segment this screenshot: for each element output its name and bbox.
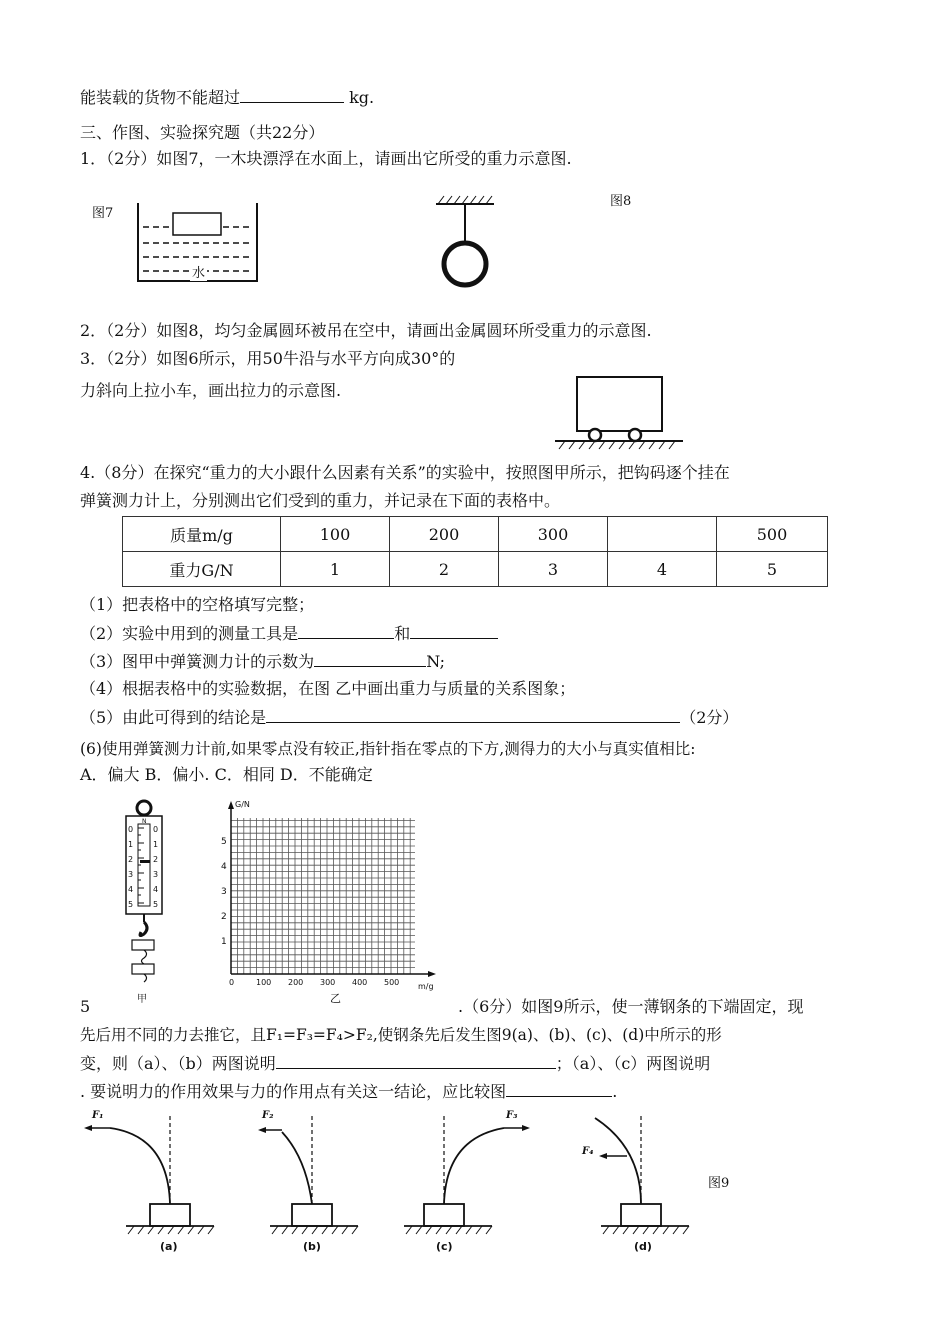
fig7-label: 图7 xyxy=(92,206,114,221)
cart-body xyxy=(577,377,662,431)
base-block xyxy=(424,1204,464,1226)
metal-ring xyxy=(444,243,486,285)
y-axis-arrow xyxy=(228,801,234,809)
force-arrowhead xyxy=(84,1125,92,1131)
q4-part2-and: 和 xyxy=(394,624,411,643)
scale-number: 4 xyxy=(128,885,134,894)
fig9-panel-c xyxy=(400,1108,540,1258)
bent-steel-strip xyxy=(444,1128,504,1204)
scale-number: 3 xyxy=(128,870,134,879)
table-row-mass xyxy=(123,517,828,552)
y-tick-label: 1 xyxy=(221,937,227,947)
scale-number: 2 xyxy=(128,855,134,864)
scale-number: 0 xyxy=(153,825,159,834)
fig8-hanging-ring xyxy=(430,192,500,292)
force-arrowhead xyxy=(599,1153,607,1159)
scale-pointer xyxy=(140,860,150,863)
q5-line4 xyxy=(80,1080,617,1103)
q5-number: 5 xyxy=(80,997,91,1016)
base-block xyxy=(292,1204,332,1226)
caption-a: (a) xyxy=(160,1240,178,1253)
y-tick-label: 3 xyxy=(221,887,227,897)
q5-line4-text: . 要说明力的作用效果与力的作用点有关这一结论，应比较图 xyxy=(80,1082,507,1101)
table-cell: 300 xyxy=(499,517,608,552)
bent-steel-strip xyxy=(595,1118,641,1204)
force-label-f1: F₁ xyxy=(92,1110,104,1121)
x-axis-arrow xyxy=(428,971,436,977)
scale-numbers-right xyxy=(153,822,158,912)
cart-wheel xyxy=(589,429,601,441)
answer-blank-ab[interactable] xyxy=(276,1052,556,1069)
caption-d: (d) xyxy=(634,1240,652,1253)
ground-hatch xyxy=(272,1226,358,1234)
fig-jia-spring-scale xyxy=(118,798,172,1008)
q4-part1: （1）把表格中的空格填写完整； xyxy=(80,595,315,614)
scale-ring xyxy=(137,801,151,815)
q3-line1: 3．（2分）如图6所示，用50牛沿与水平方向成30°的 xyxy=(80,349,456,368)
answer-blank-conclusion[interactable] xyxy=(266,706,680,723)
hook-weight xyxy=(132,964,154,974)
x-tick-label: 300 xyxy=(320,978,336,987)
scale-number: 1 xyxy=(128,840,134,849)
q4-part4: （4）根据表格中的实验数据，在图 乙中画出重力与质量的关系图象； xyxy=(80,679,576,698)
water-label: 水 xyxy=(190,262,207,281)
answer-blank-compare[interactable] xyxy=(506,1080,612,1097)
y-tick-label: 2 xyxy=(221,912,227,922)
q5-line3 xyxy=(80,1052,710,1075)
x-tick-label: 200 xyxy=(288,978,304,987)
scale-number: 1 xyxy=(153,840,159,849)
q5-line2: 先后用不同的力去推它，且F₁=F₃=F₄>F₂,使钢条先后发生图9(a)、(b)、(c)、(d)中所示的形 xyxy=(80,1026,722,1044)
q4-part3 xyxy=(80,650,445,673)
intro-text: 能装载的货物不能超过 xyxy=(80,88,241,107)
force-label-f3: F₃ xyxy=(506,1110,518,1121)
q5-line4-end: . xyxy=(612,1082,618,1101)
y-tick-label: 5 xyxy=(221,837,227,847)
table-cell: 4 xyxy=(608,552,717,587)
intro-unit: kg. xyxy=(344,88,375,107)
hook-weight xyxy=(132,940,154,950)
scale-number: 5 xyxy=(153,900,159,909)
x-tick-label: 400 xyxy=(352,978,368,987)
caption-c: (c) xyxy=(436,1240,453,1253)
scale-unit-label: N xyxy=(142,818,147,825)
fig9-panel-d xyxy=(575,1108,695,1258)
scale-number: 2 xyxy=(153,855,159,864)
answer-blank-cargo[interactable] xyxy=(240,86,344,103)
answer-blank-reading[interactable] xyxy=(314,650,426,667)
answer-blank-tool2[interactable] xyxy=(410,622,498,639)
fig9-label: 图9 xyxy=(708,1176,730,1191)
table-cell: 2 xyxy=(390,552,499,587)
fig8-label: 图8 xyxy=(610,194,632,209)
scale-number: 4 xyxy=(153,885,159,894)
x-tick-label: 100 xyxy=(256,978,272,987)
q2-text: 2．（2分）如图8，均匀金属圆环被吊在空中，请画出金属圆环所受重力的示意图. xyxy=(80,321,652,340)
q4-line1: 4.（8分）在探究“重力的大小跟什么因素有关系”的实验中，按照图甲所示，把钩码逐个挂在 xyxy=(80,463,730,482)
section3-heading: 三、作图、实验探究题（共22分） xyxy=(80,123,325,142)
q4-options: A．偏大 B．偏小. C．相同 D．不能确定 xyxy=(80,765,373,784)
table-cell: 200 xyxy=(390,517,499,552)
table-row-weight xyxy=(123,552,828,587)
ground-hatch xyxy=(406,1226,492,1234)
q4-part5 xyxy=(80,706,738,729)
wood-block xyxy=(173,213,221,235)
ground-hatch xyxy=(603,1226,689,1234)
weight-hook xyxy=(144,974,147,982)
table-cell: 5 xyxy=(717,552,828,587)
q4-part2 xyxy=(80,622,498,645)
table-cell: 3 xyxy=(499,552,608,587)
base-block xyxy=(150,1204,190,1226)
ground-hatch xyxy=(128,1226,214,1234)
scale-numbers-left xyxy=(128,822,133,912)
scale-number: 3 xyxy=(153,870,159,879)
bent-steel-strip xyxy=(282,1132,312,1204)
q4-part3-text: （3）图甲中弹簧测力计的示数为 xyxy=(80,652,315,671)
table-cell: 质量m/g xyxy=(123,517,281,552)
grid-lines xyxy=(231,818,415,974)
q5-line3-text: 变，则（a）、（b）两图说明 xyxy=(80,1054,276,1073)
y-axis-label: G/N xyxy=(235,800,250,809)
force-arrowhead xyxy=(522,1125,530,1131)
fig9-panel-a xyxy=(80,1108,220,1258)
q1-text: 1．（2分）如图7，一木块漂浮在水面上，请画出它所受的重力示意图. xyxy=(80,149,572,168)
fig9-panel-b xyxy=(250,1108,380,1258)
q4-part6: (6)使用弹簧测力计前,如果零点没有较正,指针指在零点的下方,测得力的大小与真实值相比: xyxy=(80,740,696,758)
q5-line3-text2: ；（a）、（c）两图说明 xyxy=(555,1054,711,1073)
scale-hook xyxy=(140,922,147,936)
fig-yi-label: 乙 xyxy=(330,992,341,1005)
q4-part5-points: （2分） xyxy=(680,708,739,727)
fig-yi-grid-chart xyxy=(210,798,440,998)
q4-part3-unit: N; xyxy=(426,652,446,671)
table-cell: 100 xyxy=(281,517,390,552)
force-arrowhead xyxy=(258,1127,266,1133)
cart-wheel xyxy=(629,429,641,441)
force-label-f2: F₂ xyxy=(262,1110,274,1121)
fig6-cart xyxy=(555,374,685,450)
scale-number: 5 xyxy=(128,900,134,909)
q4-part5-text: （5）由此可得到的结论是 xyxy=(80,708,267,727)
weight-hook xyxy=(142,950,147,964)
force-label-f4: F₄ xyxy=(582,1146,594,1157)
fig-jia-label: 甲 xyxy=(137,994,147,1005)
x-tick-label: 500 xyxy=(384,978,400,987)
q4-line2: 弹簧测力计上，分别测出它们受到的重力，并记录在下面的表格中。 xyxy=(80,491,561,510)
q3-line2: 力斜向上拉小车，画出拉力的示意图. xyxy=(80,381,342,400)
q5-line1: .（6分）如图9所示，使一薄钢条的下端固定，现 xyxy=(458,997,804,1016)
y-tick-label: 4 xyxy=(221,862,227,872)
table-cell: 500 xyxy=(717,517,828,552)
bent-steel-strip xyxy=(110,1128,170,1204)
scale-number: 0 xyxy=(128,825,134,834)
table-cell-blank[interactable] xyxy=(608,517,717,552)
ceiling-hatch xyxy=(438,196,492,204)
base-block xyxy=(621,1204,661,1226)
q4-part2-text: （2）实验中用到的测量工具是 xyxy=(80,624,299,643)
mass-weight-table xyxy=(122,516,828,587)
caption-b: (b) xyxy=(303,1240,321,1253)
ground-hatch xyxy=(559,441,675,449)
table-cell: 1 xyxy=(281,552,390,587)
x-tick-label: 0 xyxy=(229,978,235,987)
intro-line xyxy=(80,86,374,109)
x-axis-label: m/g xyxy=(418,982,434,991)
table-cell: 重力G/N xyxy=(123,552,281,587)
answer-blank-tool1[interactable] xyxy=(298,622,394,639)
